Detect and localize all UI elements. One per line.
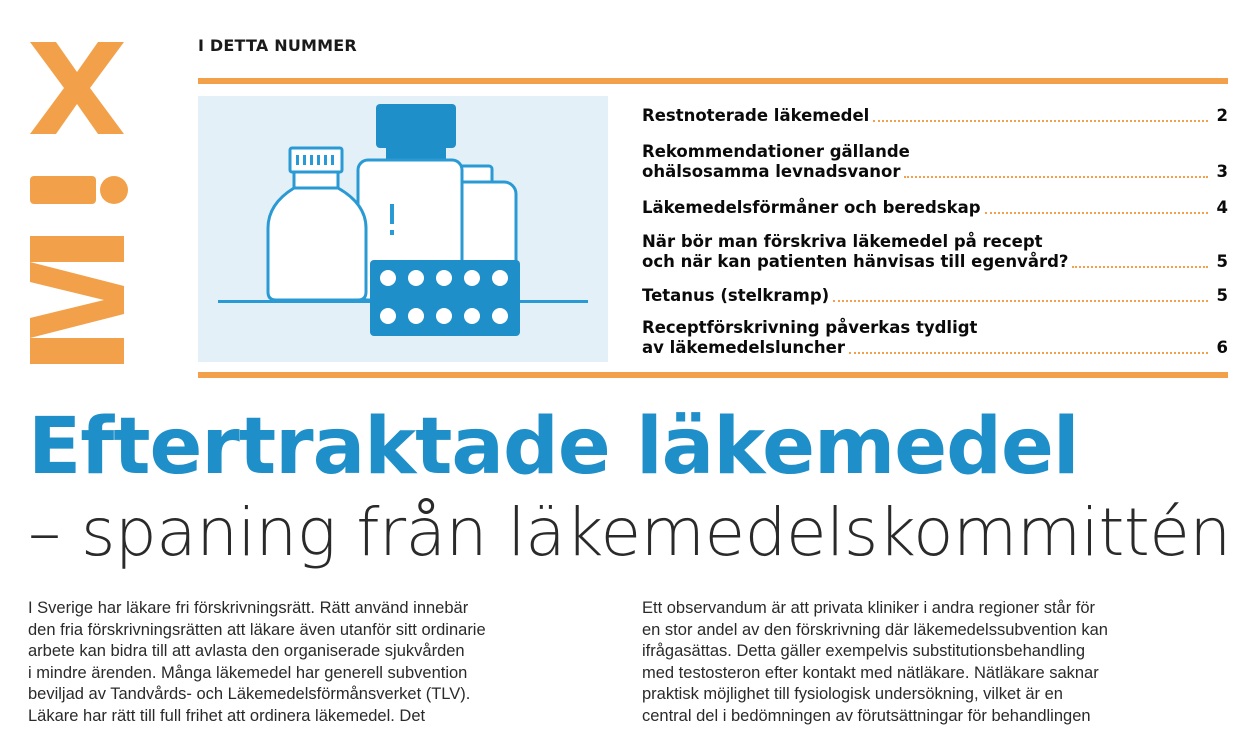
toc-item[interactable] bbox=[642, 198, 1228, 218]
toc-page-number: 5 bbox=[1216, 286, 1228, 305]
toc-page-number: 6 bbox=[1216, 338, 1228, 357]
toc-leader bbox=[849, 352, 1208, 354]
toc-item[interactable] bbox=[642, 142, 1228, 182]
toc-leader bbox=[873, 120, 1208, 122]
toc-item-title: Läkemedelsförmåner och beredskap bbox=[642, 198, 981, 217]
body-line: en stor andel av den förskrivning där läkemedelssubvention kan bbox=[642, 620, 1108, 639]
body-line: med testosteron efter kontakt med nätläkare. Nätläkare saknar bbox=[642, 663, 1099, 682]
body-line: arbete kan bidra till att avlasta den organiserade sjukvården bbox=[28, 642, 465, 661]
body-line: beviljad av Tandvårds- och Läkemedelsförmånsverket (TLV). bbox=[28, 685, 471, 704]
toc-leader bbox=[1072, 266, 1208, 268]
body-line: I Sverige har läkare fri förskrivningsrätt. Rätt använd innebär bbox=[28, 599, 469, 617]
body-line: den fria förskrivningsrätten att läkare även utanför sitt ordinarie bbox=[28, 620, 486, 639]
top-divider bbox=[198, 78, 1228, 84]
article-column-right bbox=[642, 598, 1232, 728]
toc-leader bbox=[833, 300, 1208, 302]
toc-item-title: och när kan patienten hänvisas till egenvård? bbox=[642, 252, 1069, 271]
toc-page-number: 4 bbox=[1216, 198, 1228, 217]
body-line: Läkare har rätt till full frihet att ordinera läkemedel. Det bbox=[28, 706, 426, 725]
toc-leader bbox=[904, 176, 1208, 178]
toc-item-title: Tetanus (stelkramp) bbox=[642, 286, 830, 305]
body-line: i mindre ärenden. Många läkemedel har generell subvention bbox=[28, 663, 468, 682]
toc-page-number: 3 bbox=[1216, 162, 1228, 181]
toc-item-title: Restnoterade läkemedel bbox=[642, 106, 870, 125]
toc-item[interactable] bbox=[642, 106, 1228, 126]
body-line: Ett observandum är att privata kliniker i andra regioner står för bbox=[642, 599, 1096, 617]
toc-leader bbox=[985, 212, 1208, 214]
toc-item[interactable] bbox=[642, 232, 1228, 272]
section-label: I DETTA NUMMER bbox=[198, 36, 357, 55]
toc-item[interactable] bbox=[642, 318, 1228, 358]
article-subheadline: – spaning från läkemedelskommittén bbox=[28, 494, 1231, 571]
toc-item[interactable] bbox=[642, 286, 1228, 306]
toc-item-title: Receptförskrivning påverkas tydligt bbox=[642, 318, 978, 337]
toc-item-title: ohälsosamma levnadsvanor bbox=[642, 162, 901, 181]
toc-page-number: 2 bbox=[1216, 106, 1228, 125]
medicine-illustration bbox=[198, 96, 608, 362]
body-line: central del i bedömningen av förutsättningar för behandlingen bbox=[642, 706, 1091, 725]
body-line: praktisk möjlighet till fysiologisk undersökning, vilket är en bbox=[642, 685, 1063, 704]
toc-item-title: När bör man förskriva läkemedel på recept bbox=[642, 232, 1043, 251]
bottom-divider bbox=[198, 372, 1228, 378]
toc-page-number: 5 bbox=[1216, 252, 1228, 271]
body-line: ifrågasättas. Detta gäller exempelvis substitutionsbehandling bbox=[642, 642, 1086, 661]
mix-logo bbox=[22, 28, 132, 368]
toc-item-title: av läkemedelsluncher bbox=[642, 338, 846, 357]
toc-item-title: Rekommendationer gällande bbox=[642, 142, 910, 161]
article-column-left bbox=[28, 598, 618, 728]
article-headline: Eftertraktade läkemedel bbox=[28, 402, 1079, 492]
